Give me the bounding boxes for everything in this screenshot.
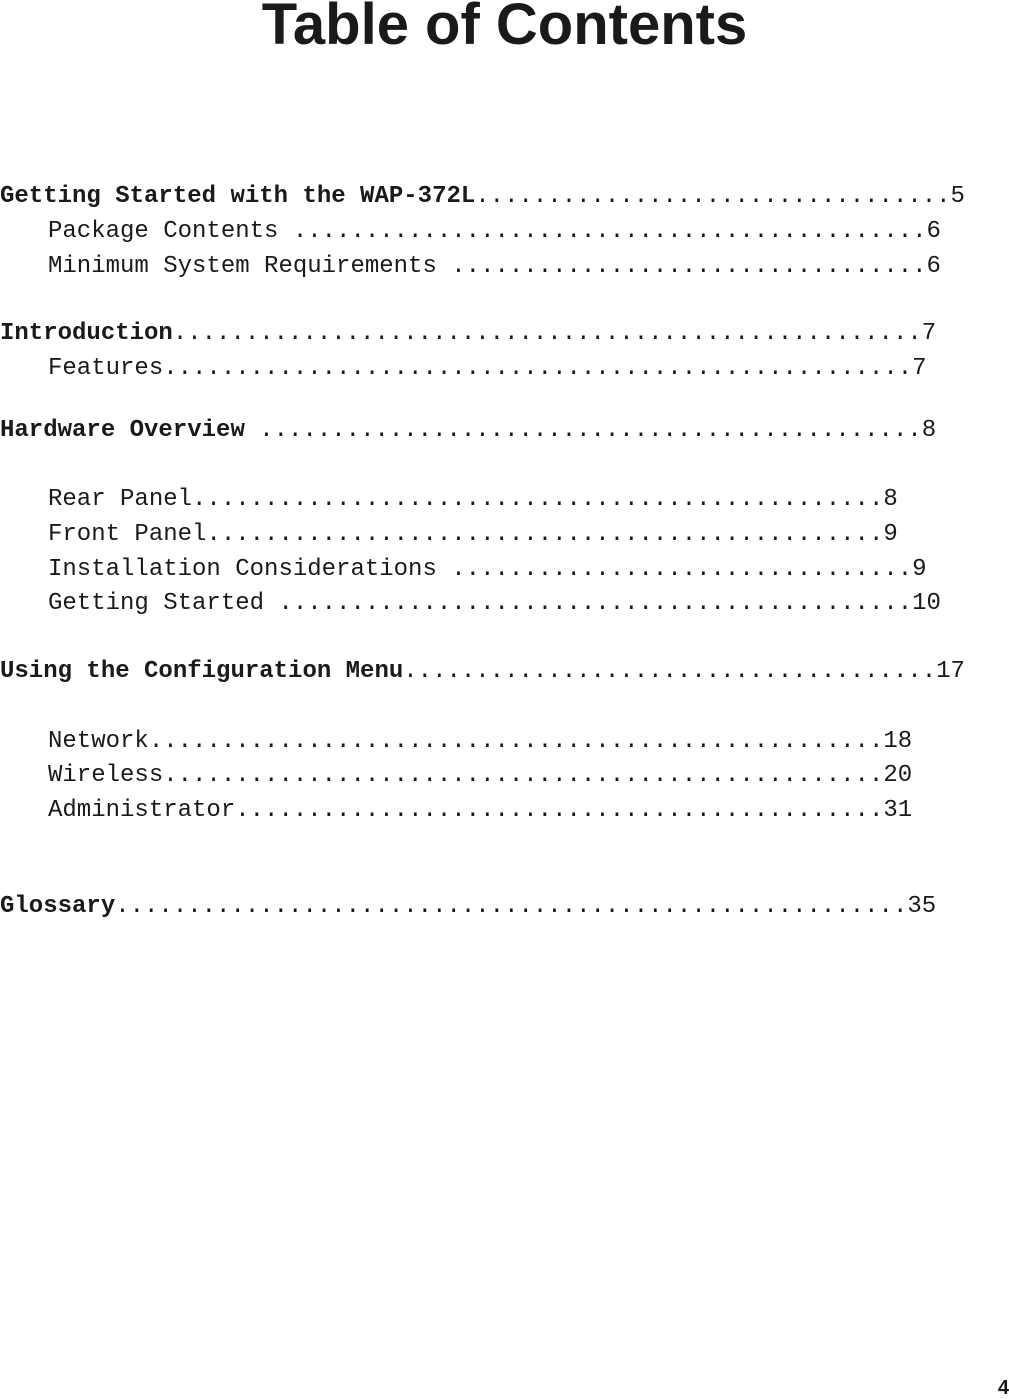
toc-section-configuration-menu[interactable]: [0, 658, 965, 686]
toc-section-label: Introduction: [0, 320, 173, 347]
toc-item-network[interactable]: [48, 728, 912, 756]
toc-item-label: Network: [48, 728, 149, 755]
toc-item-getting-started[interactable]: [48, 590, 941, 618]
toc-section-label: Using the Configuration Menu: [0, 658, 404, 685]
toc-leader: .....................................17: [403, 658, 965, 685]
toc-item-label: Package Contents: [48, 218, 279, 245]
toc-section-hardware-overview[interactable]: [0, 417, 936, 445]
toc-leader: ..............................................8: [244, 417, 937, 444]
toc-item-label: Installation Considerations: [48, 556, 437, 583]
toc-leader: .............................................31: [235, 797, 913, 824]
toc-item-label: Rear Panel: [48, 486, 193, 513]
toc-section-introduction[interactable]: [0, 320, 936, 348]
toc-item-minimum-system-requirements[interactable]: [48, 253, 941, 281]
toc-item-label: Wireless: [48, 762, 164, 789]
toc-item-rear-panel[interactable]: [48, 486, 898, 514]
toc-leader: ................................9: [436, 556, 927, 583]
toc-item-label: Front Panel: [48, 521, 207, 548]
toc-item-label: Administrator: [48, 797, 236, 824]
toc-leader: ................................................8: [192, 486, 898, 513]
toc-leader: ....................................................7: [172, 320, 937, 347]
toc-leader: .......................................................35: [115, 893, 937, 920]
toc-leader: ...................................................18: [148, 728, 913, 755]
toc-leader: ....................................................7: [163, 355, 927, 382]
toc-item-installation-considerations[interactable]: [48, 556, 927, 584]
toc-item-label: Getting Started: [48, 590, 265, 617]
toc-section-label: Glossary: [0, 893, 116, 920]
toc-leader: ..................................................20: [163, 762, 913, 789]
toc-item-label: Minimum System Requirements: [48, 253, 437, 280]
toc-section-getting-started[interactable]: [0, 183, 965, 211]
toc-section-label: Hardware Overview: [0, 417, 245, 444]
toc-item-wireless[interactable]: [48, 762, 912, 790]
toc-item-label: Features: [48, 355, 164, 382]
toc-leader: ............................................10: [264, 590, 941, 617]
toc-leader: ...............................................9: [206, 521, 898, 548]
toc-leader: ............................................6: [278, 218, 941, 245]
toc-item-front-panel[interactable]: [48, 521, 898, 549]
toc-leader: .................................5: [475, 183, 965, 210]
toc-leader: .................................6: [436, 253, 941, 280]
toc-section-label: Getting Started with the WAP-372L: [0, 183, 476, 210]
toc-item-features[interactable]: [48, 355, 927, 383]
toc-section-glossary[interactable]: [0, 893, 936, 921]
page-number: 4: [997, 1377, 1009, 1399]
toc-item-administrator[interactable]: [48, 797, 912, 825]
page-title: Table of Contents: [261, 0, 748, 57]
toc-item-package-contents[interactable]: [48, 218, 941, 246]
